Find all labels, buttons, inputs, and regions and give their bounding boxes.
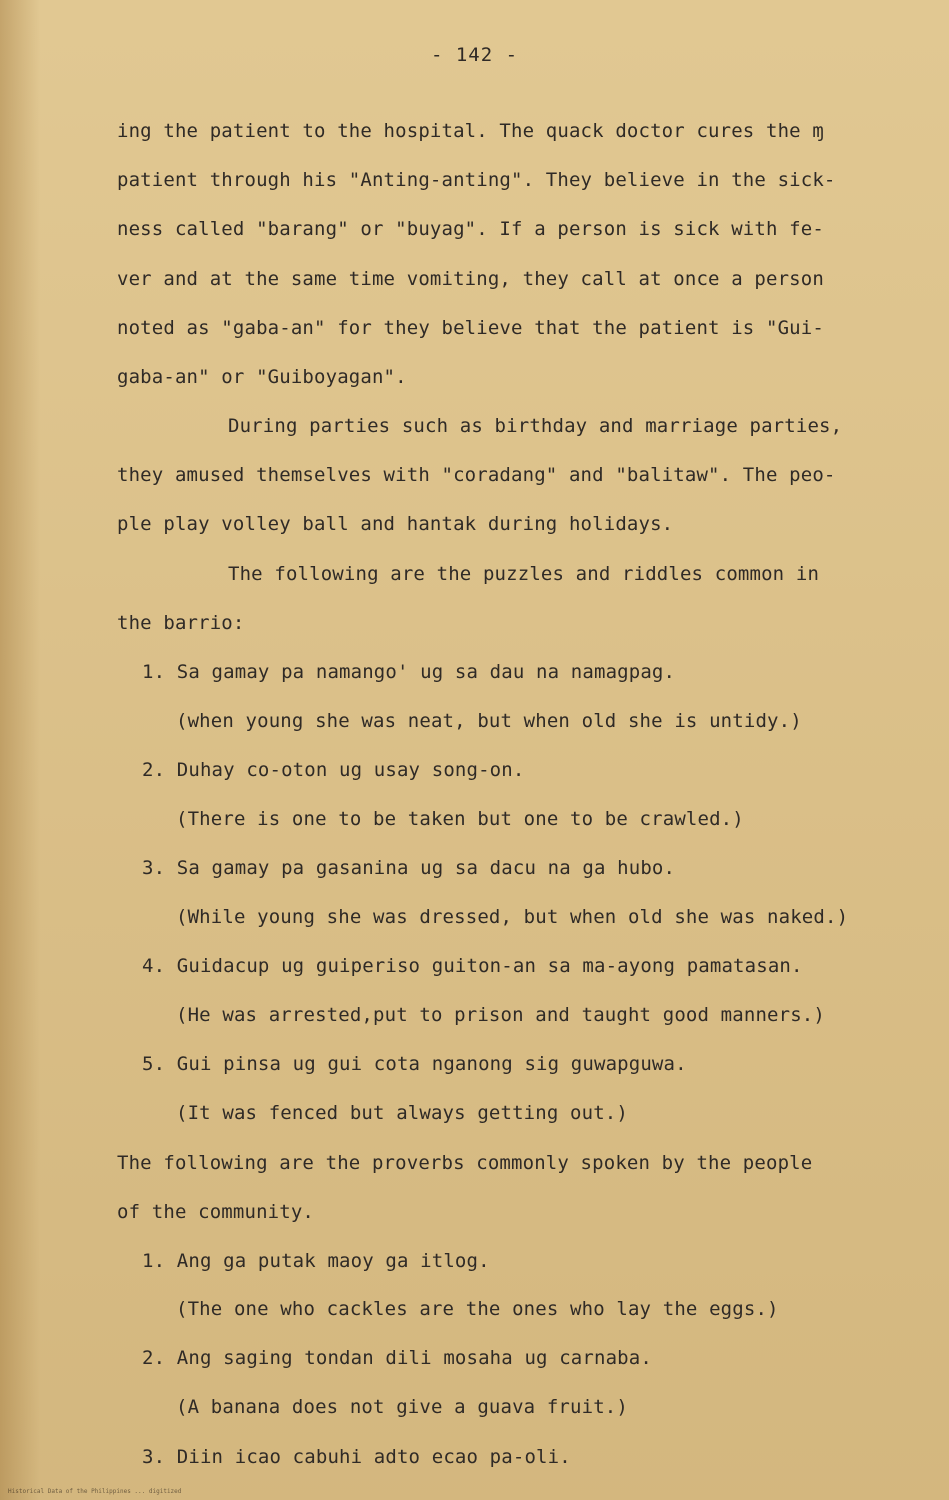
riddle-item xyxy=(142,661,675,683)
riddle-item xyxy=(142,759,524,781)
riddle-translation: (when young she was neat, but when old she is untidy.) xyxy=(176,710,802,732)
riddle-text: Sa gamay pa namango' ug sa dau na namagpag. xyxy=(176,661,676,683)
proverb-number: 2. xyxy=(142,1347,166,1369)
riddle-item xyxy=(142,857,675,879)
riddle-number: 3. xyxy=(142,857,166,879)
body-line: ness called "barang" or "buyag". If a person is sick with fe- xyxy=(117,218,824,240)
proverb-item xyxy=(142,1347,652,1369)
riddle-number: 5. xyxy=(142,1053,166,1075)
proverb-translation: (A banana does not give a guava fruit.) xyxy=(176,1396,628,1418)
proverbs-intro-line: of the community. xyxy=(117,1201,315,1223)
proverb-item xyxy=(142,1250,490,1272)
page-number: - 142 - xyxy=(430,44,519,66)
body-line: ing the patient to the hospital. The quack doctor cures the ɱ xyxy=(117,120,824,142)
riddle-text: Duhay co-oton ug usay song-on. xyxy=(176,759,525,781)
body-line: gaba-an" or "Guiboyagan". xyxy=(117,366,407,388)
riddle-text: Guidacup ug guiperiso guiton-an sa ma-ayong pamatasan. xyxy=(176,955,803,977)
body-line: noted as "gaba-an" for they believe that the patient is "Gui- xyxy=(117,317,824,339)
riddle-translation: (He was arrested,put to prison and taught good manners.) xyxy=(176,1004,825,1026)
scan-footer: Historical Data of the Philippines ... digitized xyxy=(8,1488,182,1495)
body-line: ver and at the same time vomiting, they call at once a person xyxy=(117,268,824,290)
body-line: During parties such as birthday and marriage parties, xyxy=(228,415,843,437)
body-line: patient through his "Anting-anting". They believe in the sick- xyxy=(117,169,836,191)
body-line: The following are the puzzles and riddles common in xyxy=(228,563,820,585)
proverb-number: 3. xyxy=(142,1446,166,1468)
proverb-text: Ang ga putak maoy ga itlog. xyxy=(176,1250,490,1272)
body-line: ple play volley ball and hantak during holidays. xyxy=(117,513,674,535)
body-line: they amused themselves with "coradang" and "balitaw". The peo- xyxy=(117,464,836,486)
riddle-translation: (It was fenced but always getting out.) xyxy=(176,1102,628,1124)
riddle-item xyxy=(142,1053,687,1075)
body-line: the barrio: xyxy=(117,612,245,634)
riddle-number: 2. xyxy=(142,759,166,781)
riddle-text: Sa gamay pa gasanina ug sa dacu na ga hubo. xyxy=(176,857,676,879)
proverb-text: Ang saging tondan dili mosaha ug carnaba. xyxy=(176,1347,652,1369)
riddle-translation: (There is one to be taken but one to be crawled.) xyxy=(176,808,744,830)
proverb-item xyxy=(142,1446,571,1468)
proverbs-intro-line: The following are the proverbs commonly spoken by the people xyxy=(117,1152,813,1174)
riddle-translation: (While young she was dressed, but when old she was naked.) xyxy=(176,906,849,928)
riddle-text: Gui pinsa ug gui cota nganong sig guwapguwa. xyxy=(176,1053,687,1075)
riddle-number: 1. xyxy=(142,661,166,683)
riddle-number: 4. xyxy=(142,955,166,977)
proverb-text: Diin icao cabuhi adto ecao pa-oli. xyxy=(176,1446,571,1468)
riddle-item xyxy=(142,955,803,977)
proverb-translation: (The one who cackles are the ones who lay the eggs.) xyxy=(176,1298,779,1320)
proverb-number: 1. xyxy=(142,1250,166,1272)
